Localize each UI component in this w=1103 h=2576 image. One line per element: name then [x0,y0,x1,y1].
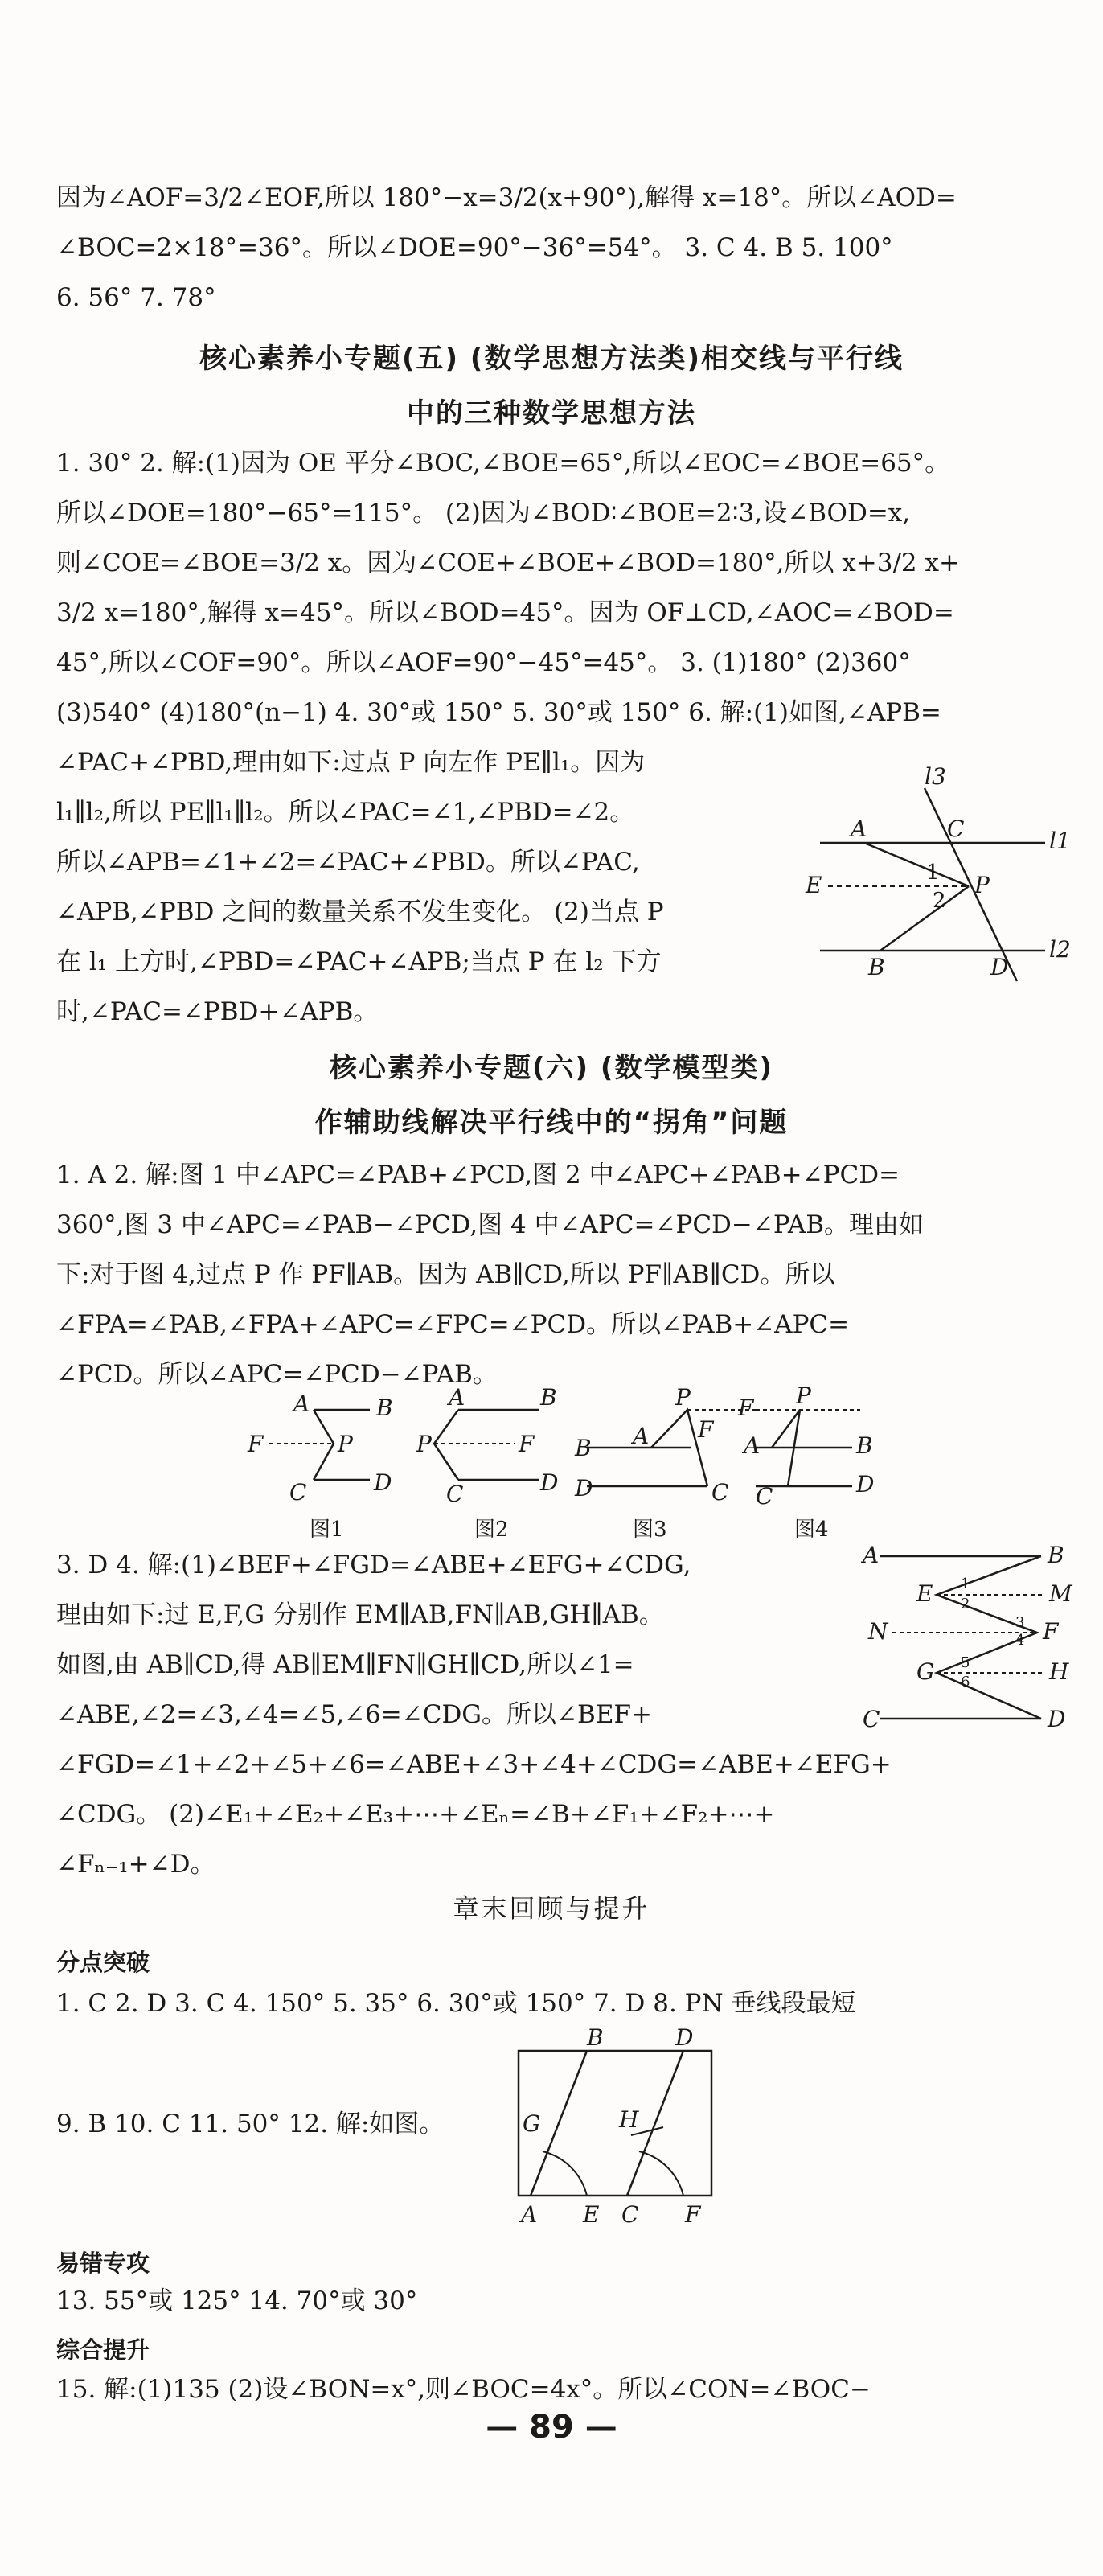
section-6-title: 核心素养小专题(六) (数学模型类) [330,1052,773,1084]
zz-angle-3: 3 [1015,1614,1025,1631]
label-e: E [806,872,822,898]
fig3-label-f: F [698,1416,714,1443]
caption-fig2: 图2 [474,1518,509,1542]
fig1-label-c: C [289,1479,307,1506]
fig1-label-d: D [374,1469,392,1496]
text-line: 因为∠AOF=3/2∠EOF,所以 180°−x=3/2(x+90°),解得 x=18°。所以∠AOD= [56,183,957,212]
review-part3-title: 综合提升 [56,2336,150,2364]
text-line: ∠BOC=2×18°=36°。所以∠DOE=90°−36°=54°。 3. C 4. B 5. 100° [56,233,893,262]
text-line: 3/2 x=180°,解得 x=45°。所以∠BOD=45°。因为 OF⊥CD,∠AOC=∠BOD= [56,598,954,627]
label-p: P [974,872,990,898]
label-l1: l1 [1049,828,1071,854]
construction-svg [506,2024,724,2228]
caption-fig4: 图4 [794,1518,829,1542]
zigzag-svg [856,1540,1073,1733]
figure-2 [416,1384,558,1542]
label-b: B [868,954,885,980]
figure-1 [247,1391,393,1542]
text-line: 9. B 10. C 11. 50° 12. 解:如图。 [56,2110,445,2138]
zz-label-e: E [916,1580,933,1607]
zz-label-c: C [863,1706,880,1732]
rect-label-g: G [523,2110,541,2137]
label-angle-1: 1 [926,861,940,885]
section-6-subtitle: 作辅助线解决平行线中的“拐角”问题 [314,1107,789,1139]
fig2-label-d: D [540,1469,559,1496]
text-line: (3)540° (4)180°(n−1) 4. 30°或 150° 5. 30°或 150° 6. 解:(1)如图,∠APB= [56,698,941,727]
caption-fig1: 图1 [310,1518,344,1542]
fig1-label-f: F [248,1431,264,1457]
rect-label-d: D [675,2024,694,2051]
page-number: — 89 — [486,2409,617,2446]
zz-angle-4: 4 [1015,1632,1025,1649]
section-6-body [56,1150,1053,1399]
text-line: 理由如下:过 E,F,G 分别作 EM∥AB,FN∥AB,GH∥AB。 [56,1600,664,1629]
text-line: 如图,由 AB∥CD,得 AB∥EM∥FN∥GH∥CD,所以∠1= [56,1650,634,1679]
text-line: 1. 30° 2. 解:(1)因为 OE 平分∠BOC,∠BOE=65°,所以∠EOC=∠BOE=65°。 [56,449,950,478]
text-line: ∠PCD。所以∠APC=∠PCD−∠PAB。 [56,1360,498,1389]
fig4-label-c: C [756,1483,773,1510]
fig2-label-b: B [540,1384,557,1411]
fig4-label-a: A [744,1432,761,1459]
fig1-label-p: P [338,1431,353,1457]
figure-row-1-4 [241,1382,884,1542]
parallel-lines-svg [804,763,1071,989]
text-line: 1. A 2. 解:图 1 中∠APC=∠PAB+∠PCD,图 2 中∠APC+∠PAB+∠PCD= [56,1161,900,1189]
text-line: 则∠COE=∠BOE=3/2 x。因为∠COE+∠BOE+∠BOD=180°,所以 x+3/2 x+ [56,548,960,577]
text-line: 15. 解:(1)135 (2)设∠BON=x°,则∠BOC=4x°。所以∠CON=∠BOC− [56,2375,871,2404]
four-figures-svg [241,1382,884,1542]
text-line: ∠FPA=∠PAB,∠FPA+∠APC=∠FPC=∠PCD。所以∠PAB+∠APC= [56,1310,850,1339]
label-d: D [990,954,1009,980]
zz-label-b: B [1048,1542,1064,1568]
text-line: ∠Fₙ₋₁+∠D。 [56,1850,215,1879]
fig1-label-b: B [376,1395,393,1421]
rect-label-b: B [587,2024,604,2051]
rect-label-f: F [685,2201,701,2228]
section-6-body-2 [56,1540,852,1740]
review-part1-line2 [56,2099,506,2149]
rect-label-e: E [583,2201,600,2228]
review-part3-body [56,2364,1053,2414]
text-line: 时,∠PAC=∠PBD+∠APB。 [56,997,379,1026]
caption-fig3: 图3 [633,1518,667,1542]
section-6-body-3 [56,1740,1053,1889]
text-line: 45°,所以∠COF=90°。所以∠AOF=90°−45°=45°。 3. (1)180° (2)360° [56,648,911,677]
fig2-label-c: C [446,1481,464,1507]
fig1-label-a: A [293,1391,310,1417]
label-l3: l3 [925,763,946,790]
segment-bp [880,886,969,951]
text-line: 360°,图 3 中∠APC=∠PAB−∠PCD,图 4 中∠APC=∠PCD−∠PAB。理由如 [56,1210,925,1239]
label-angle-2: 2 [933,889,946,913]
text-line: 在 l₁ 上方时,∠PBD=∠PAC+∠APB;当点 P 在 l₂ 下方 [56,947,662,976]
fig4-label-f: F [738,1395,754,1421]
fig3-label-b: B [575,1435,592,1461]
zz-angle-1: 1 [961,1576,970,1592]
figure-3 [574,1384,756,1542]
zigzag-figure [856,1540,1073,1733]
fig2-label-p: P [416,1431,432,1457]
text-line: 所以∠APB=∠1+∠2=∠PAC+∠PBD。所以∠PAC, [56,848,640,877]
text-line: ∠FGD=∠1+∠2+∠5+∠6=∠ABE+∠3+∠4+∠CDG=∠ABE+∠EFG+ [56,1750,892,1779]
figure-4 [737,1382,874,1542]
parallel-lines-figure [804,763,1071,989]
text-line: ∠APB,∠PBD 之间的数量关系不发生变化。 (2)当点 P [56,898,664,926]
fig4-label-p: P [796,1382,811,1409]
zz-label-d: D [1048,1706,1066,1732]
review-part1-title: 分点突破 [56,1949,150,1976]
zz-label-n: N [868,1618,888,1645]
review-part1-line1 [56,1978,1053,2028]
text-line: l₁∥l₂,所以 PE∥l₁∥l₂。所以∠PAC=∠1,∠PBD=∠2。 [56,798,635,827]
section-5-title: 核心素养小专题(五) (数学思想方法类)相交线与平行线 [199,343,904,375]
zz-label-h: H [1049,1658,1069,1685]
fig3-label-a: A [633,1423,650,1449]
rect-label-h: H [619,2106,639,2133]
fig3-label-c: C [711,1479,729,1506]
zz-angle-2: 2 [961,1596,970,1613]
review-title: 章末回顾与提升 [453,1893,650,1924]
text-line: 3. D 4. 解:(1)∠BEF+∠FGD=∠ABE+∠EFG+∠CDG, [56,1551,691,1580]
text-line: 下:对于图 4,过点 P 作 PF∥AB。因为 AB∥CD,所以 PF∥AB∥CD。所以 [56,1260,835,1289]
fig2-label-f: F [519,1431,535,1457]
text-line: ∠ABE,∠2=∠3,∠4=∠5,∠6=∠CDG。所以∠BEF+ [56,1700,652,1729]
zz-label-f: F [1043,1618,1059,1645]
label-a: A [851,816,867,842]
zz-angle-6: 6 [961,1674,970,1691]
text-line: 6. 56° 7. 78° [56,283,216,312]
fig3-label-d: D [575,1475,593,1502]
construction-figure [506,2024,724,2228]
top-paragraph [56,173,1053,323]
section-5-subtitle: 中的三种数学思想方法 [407,397,696,429]
fig4-label-b: B [856,1432,873,1459]
text-line: 所以∠DOE=180°−65°=115°。 (2)因为∠BOD∶∠BOE=2∶3,设∠BOD=x, [56,499,911,528]
zz-label-m: M [1049,1580,1072,1607]
fig4-label-d: D [856,1471,875,1498]
review-part2-body [56,2276,1053,2326]
zz-angle-5: 5 [961,1654,970,1671]
text-line: 13. 55°或 125° 14. 70°或 30° [56,2286,418,2315]
line-l3 [925,788,1017,981]
zz-label-a: A [863,1542,880,1568]
text-line: 1. C 2. D 3. C 4. 150° 5. 35° 6. 30°或 150° 7. D 8. PN 垂线段最短 [56,1989,856,2018]
text-line: ∠PAC+∠PBD,理由如下:过点 P 向左作 PE∥l₁。因为 [56,748,646,777]
label-c: C [947,816,965,842]
text-line: ∠CDG。 (2)∠E₁+∠E₂+∠E₃+⋯+∠Eₙ=∠B+∠F₁+∠F₂+⋯+ [56,1800,775,1829]
rect-label-a: A [521,2201,538,2228]
zz-label-g: G [916,1658,935,1685]
label-l2: l2 [1049,936,1071,963]
rect-label-c: C [621,2201,639,2228]
fig3-label-p: P [675,1384,691,1411]
section-5-body-narrow [56,737,804,1037]
review-part2-title: 易错专攻 [56,2249,150,2277]
fig2-label-a: A [449,1384,465,1411]
section-5-body [56,438,1053,737]
